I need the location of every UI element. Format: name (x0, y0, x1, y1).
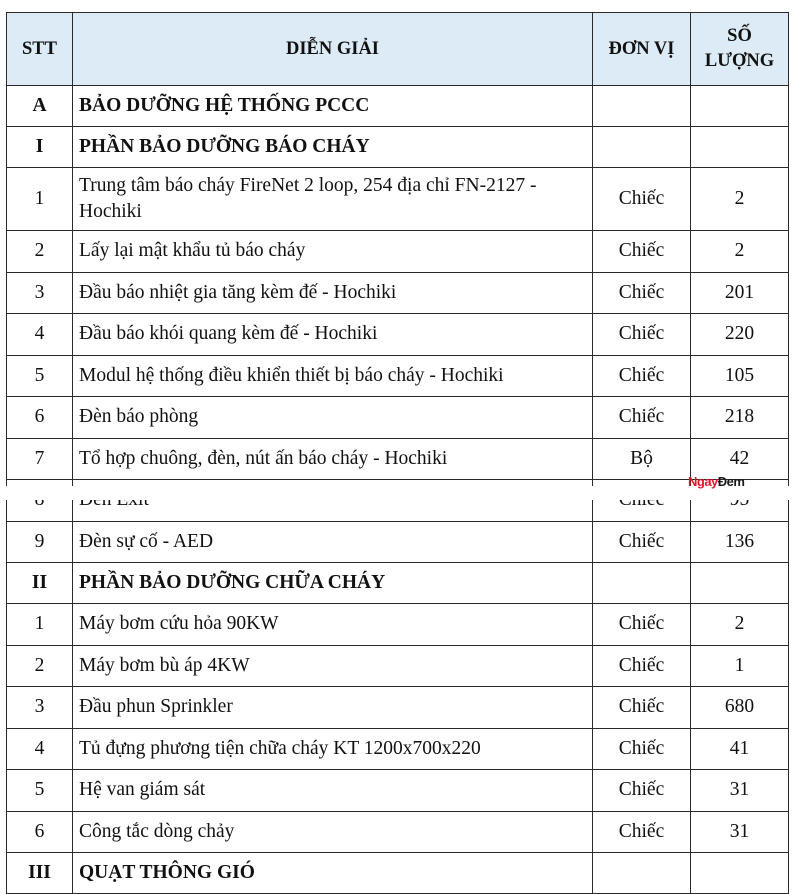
row-description: PHẦN BẢO DƯỠNG BÁO CHÁY (73, 127, 593, 168)
scan-artifact-band (0, 486, 800, 500)
watermark-part1: Ngay (688, 474, 718, 489)
row-description: Đầu phun Sprinkler (73, 687, 593, 729)
row-stt: A (7, 86, 73, 127)
row-stt: 6 (7, 811, 73, 853)
row-stt: 4 (7, 314, 73, 356)
header-row (7, 13, 789, 86)
row-description: Đèn báo phòng (73, 397, 593, 439)
row-unit (593, 127, 691, 168)
row-description: Đèn sự cố - AED (73, 521, 593, 563)
row-description: Máy bơm bù áp 4KW (73, 645, 593, 687)
row-unit: Chiếc (593, 168, 691, 231)
row-quantity: 136 (691, 521, 789, 563)
table-row (7, 728, 789, 770)
table-row (7, 604, 789, 646)
table-row (7, 168, 789, 231)
header-unit: ĐƠN VỊ (593, 13, 691, 86)
table-row (7, 645, 789, 687)
row-stt: 2 (7, 645, 73, 687)
row-stt: 5 (7, 355, 73, 397)
row-description: Công tắc dòng chảy (73, 811, 593, 853)
table-row (7, 811, 789, 853)
row-quantity (691, 853, 789, 894)
row-stt: 3 (7, 687, 73, 729)
header-quantity (691, 13, 789, 86)
row-description: Lấy lại mật khẩu tủ báo cháy (73, 231, 593, 273)
row-stt: I (7, 127, 73, 168)
table-row (7, 397, 789, 439)
row-stt: 1 (7, 168, 73, 231)
row-quantity: 1 (691, 645, 789, 687)
row-unit (593, 563, 691, 604)
row-stt: 1 (7, 604, 73, 646)
watermark-logo (688, 474, 744, 489)
section-row (7, 853, 789, 894)
row-description: Tổ hợp chuông, đèn, nút ấn báo cháy - Hochiki (73, 438, 593, 480)
row-stt: 6 (7, 397, 73, 439)
row-unit: Bộ (593, 438, 691, 480)
row-quantity (691, 127, 789, 168)
row-stt: 4 (7, 728, 73, 770)
row-quantity: 42 (691, 438, 789, 480)
document-page (6, 12, 788, 894)
row-unit: Chiếc (593, 397, 691, 439)
row-stt: 7 (7, 438, 73, 480)
table-row (7, 770, 789, 812)
section-row (7, 86, 789, 127)
header-description: DIỄN GIẢI (73, 13, 593, 86)
table-row (7, 231, 789, 273)
table-row (7, 272, 789, 314)
row-quantity: 680 (691, 687, 789, 729)
row-quantity: 41 (691, 728, 789, 770)
row-unit (593, 86, 691, 127)
row-quantity: 31 (691, 811, 789, 853)
row-unit: Chiếc (593, 645, 691, 687)
row-stt: 3 (7, 272, 73, 314)
row-unit (593, 853, 691, 894)
row-description: Hệ van giám sát (73, 770, 593, 812)
row-stt: 2 (7, 231, 73, 273)
table-row (7, 521, 789, 563)
row-quantity: 2 (691, 231, 789, 273)
row-unit: Chiếc (593, 314, 691, 356)
table-row (7, 314, 789, 356)
header-stt: STT (7, 13, 73, 86)
table-row (7, 687, 789, 729)
row-description: QUẠT THÔNG GIÓ (73, 853, 593, 894)
row-unit: Chiếc (593, 728, 691, 770)
header-quantity-line2: LƯỢNG (704, 51, 775, 71)
table-row (7, 355, 789, 397)
section-row (7, 127, 789, 168)
row-description: Máy bơm cứu hỏa 90KW (73, 604, 593, 646)
row-description: BẢO DƯỠNG HỆ THỐNG PCCC (73, 86, 593, 127)
header-quantity-line1: SỐ (727, 26, 752, 46)
row-description: Đầu báo nhiệt gia tăng kèm đế - Hochiki (73, 272, 593, 314)
row-quantity: 201 (691, 272, 789, 314)
row-unit: Chiếc (593, 521, 691, 563)
row-unit: Chiếc (593, 272, 691, 314)
row-unit: Chiếc (593, 770, 691, 812)
row-quantity (691, 86, 789, 127)
row-unit: Chiếc (593, 231, 691, 273)
row-unit: Chiếc (593, 687, 691, 729)
row-description: Đầu báo khói quang kèm đế - Hochiki (73, 314, 593, 356)
watermark-part2: Đem (717, 474, 745, 489)
row-description: Modul hệ thống điều khiển thiết bị báo cháy - Hochiki (73, 355, 593, 397)
row-description: Tủ đựng phương tiện chữa cháy KT 1200x700x220 (73, 728, 593, 770)
row-description: Trung tâm báo cháy FireNet 2 loop, 254 địa chỉ FN-2127 - Hochiki (73, 168, 593, 231)
row-quantity: 2 (691, 604, 789, 646)
row-stt: 9 (7, 521, 73, 563)
row-quantity (691, 563, 789, 604)
row-quantity: 2 (691, 168, 789, 231)
row-quantity: 105 (691, 355, 789, 397)
row-stt: II (7, 563, 73, 604)
row-description: PHẦN BẢO DƯỠNG CHỮA CHÁY (73, 563, 593, 604)
section-row (7, 563, 789, 604)
table-row (7, 438, 789, 480)
row-quantity: 220 (691, 314, 789, 356)
row-stt: 5 (7, 770, 73, 812)
row-unit: Chiếc (593, 604, 691, 646)
maintenance-table (6, 12, 789, 894)
row-quantity: 31 (691, 770, 789, 812)
row-unit: Chiếc (593, 355, 691, 397)
row-unit: Chiếc (593, 811, 691, 853)
row-quantity: 218 (691, 397, 789, 439)
row-stt: III (7, 853, 73, 894)
